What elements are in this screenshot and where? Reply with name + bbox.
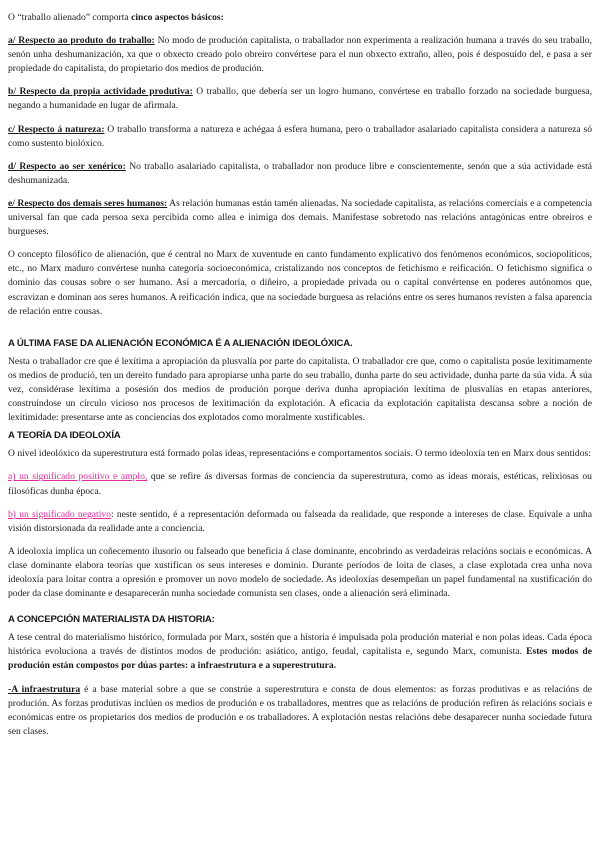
- aspect-text: No traballo asalariado capitalista, o traballador non produce libre e conscientemente, senón que a súa actividade está deshumanizada.: [8, 160, 592, 186]
- materialist-paragraph: [8, 631, 592, 673]
- aspect-label: d/ Respecto ao ser xenérico:: [8, 160, 126, 172]
- aspect-text: O traballo transforma a natureza e achégaa á esfera humana, pero o traballador asalariado capitalista considera a natureza só como sustento biolóxico.: [8, 123, 593, 149]
- meaning-a-label: a) un significado positivo e amplo,: [8, 471, 148, 483]
- aspect-label: c/ Respecto á natureza:: [8, 123, 105, 135]
- aspect-b: [8, 85, 592, 113]
- aspect-text: No modo de produción capitalista, o traballador non experimenta a realización humana a través do seu traballo, senón unha deshumanización, xa que o obxecto creado polo obreiro convértese para el nun obxecto extraño, alleo, pois é desposuído del, e pasa a ser propiedade do capitalista, do propietario dos medios de produción.: [8, 35, 592, 75]
- aspect-text: O traballo, que debería ser un logro humano, convértese en traballo forzado na sociedade burguesa, negando a humanidade en lugar de afirmala.: [8, 86, 593, 112]
- aspect-label: e/ Respecto dos demais seres humanos:: [8, 197, 168, 209]
- intro-line: O “traballo alienado” comporta cinco aspectos básicos:: [8, 12, 224, 23]
- aspect-label: b/ Respecto da propia actividade produtiva:: [8, 86, 193, 98]
- meaning-b-label: b) un significado negativo: [8, 508, 111, 520]
- ideological-alienation-paragraph: Nesta o traballador cre que é lexítima a apropiación da plusvalía por parte do capitalista. O traballador cre que, como o capitalista posúe lexitimamente os medios de produció, ten un dereito fundado para apropiarse unha parte do seu traballo, dunha parte do seu actividade, dunha parte da súa vida. Á súa vez, considérase lexítima a posesión dos medios de produción porque deriva dunha apropiación lexítima de plusvalías en etapas anteriores, construíndose un círculo vicioso nos procesos de lexitimación da explotación. A eficacia da explotación capitalista descansa sobre a noción de lexitimidade: presentarse ante as conciencias dos explotados como moralmente xustificables.: [8, 355, 592, 424]
- meaning-b: [8, 508, 592, 536]
- infrastructure-paragraph: [8, 683, 592, 739]
- meaning-a-text: que se refire ás diversas formas de conciencia da superestrutura, como as ideas morais, estéticas, relixiosas ou filosóficas dunha época.: [8, 471, 592, 497]
- aspect-text: As relación humanas están tamén alienadas. Na sociedade capitalista, as relacións comerciais e a competencia universal fan que cada persoa sexa percibida como allea e inimiga dos demais. Manifestase sobretodo nas relacións antagónicas entre obreiros e burgueses.: [8, 197, 592, 238]
- aspect-a: [8, 34, 592, 76]
- ideology-paragraph: A ideoloxía implica un coñecemento ilusorio ou falseado que beneficia á clase dominante, encobrindo as verdadeiras relacións sociais e económicas. A clase dominante elabora teorías que xustifican os seus intereses e dominio. Durante períodos de loita de clases, a clase explotada crea unha nova ideoloxía para loitar contra a opresión e promover un novo modelo de sociedade. As ideoloxías desempeñan un papel fundamental na xustificación do poder da clase dominante e desaparecerán nunha sociedade comunista sen clases, onde a alienación será eliminada.: [8, 545, 592, 600]
- meaning-a: [8, 470, 592, 498]
- intro-bold: cinco aspectos básicos:: [131, 12, 224, 23]
- materialist-bold: Estes modos de produción están compostos por dúas partes: a infraestrutura e a superestrutura.: [8, 646, 592, 672]
- infrastructure-label: -A infraestrutura: [8, 683, 81, 695]
- meaning-b-text: : neste sentido, é a representación deformada ou falseada da realidade, que responde a intereses de clase. Equivale a unha visión distorsionada da realidade ante a conciencia.: [8, 508, 592, 534]
- infrastructure-text: é a base material sobre a que se constrúe a superestrutura e consta de dous elementos: as forzas produtivas e as relacións de produción. As forzas produtivas inclúen os medios de produción e os traballadores, mentres que as relacións de produción refiren ás relacións sociais e económicas entre os propietarios dos medios de produción e os traballadores. A explotación nestas relacións debe desaparecer nunha sociedade futura sen clases.: [8, 683, 592, 737]
- alienation-paragraph: O concepto filosófico de alienación, que é central no Marx de xuventude en canto fundamento explicativo dos fenómenos económicos, sociopolíticos, etc., no Marx maduro convértese nunha categoría socioeconómica, cristalizando nos conceptos de fetichismo e reificación. O fetichismo significa o dominio das cousas sobre o ser humano. Así a mercadoría, o diñeiro, a propiedade privada ou o capital convértense en poderes autónomos que, escravizan e dominan aos seres humanos. A reificación indica, que na sociedade burguesa as relacións entre os seres humanos revisten a falsa aparencia de relación entre cousas.: [8, 249, 592, 317]
- aspect-e: [8, 197, 592, 239]
- heading-materialist-history: A CONCEPCIÓN MATERIALISTA DA HISTORIA:: [8, 614, 215, 626]
- aspect-c: [8, 123, 592, 151]
- heading-ideology-theory: A TEORÍA DA IDEOLOXÍA: [8, 430, 121, 442]
- aspect-d: [8, 160, 592, 188]
- heading-ideological-alienation: A ÚLTIMA FASE DA ALIENACIÓN ECONÓMICA É A ALIENACIÓN IDEOLÓXICA.: [8, 337, 353, 349]
- aspect-label: a/ Respecto ao produto do traballo:: [8, 35, 155, 47]
- materialist-text: A tese central do materialismo histórico, formulada por Marx, sostén que a historia é impulsada pola produción material e non polas ideas. Cada época histórica evoluciona a través de distintos modos de produción: asiático, antigo, feudal, capitalista e, segundo Marx, comunista.: [8, 632, 592, 658]
- ideology-theory-intro: O nivel ideolóxico da superestrutura está formado polas ideas, representacións e comportamentos sociais. O termo ideoloxía ten en Marx dous sentidos:: [8, 448, 591, 460]
